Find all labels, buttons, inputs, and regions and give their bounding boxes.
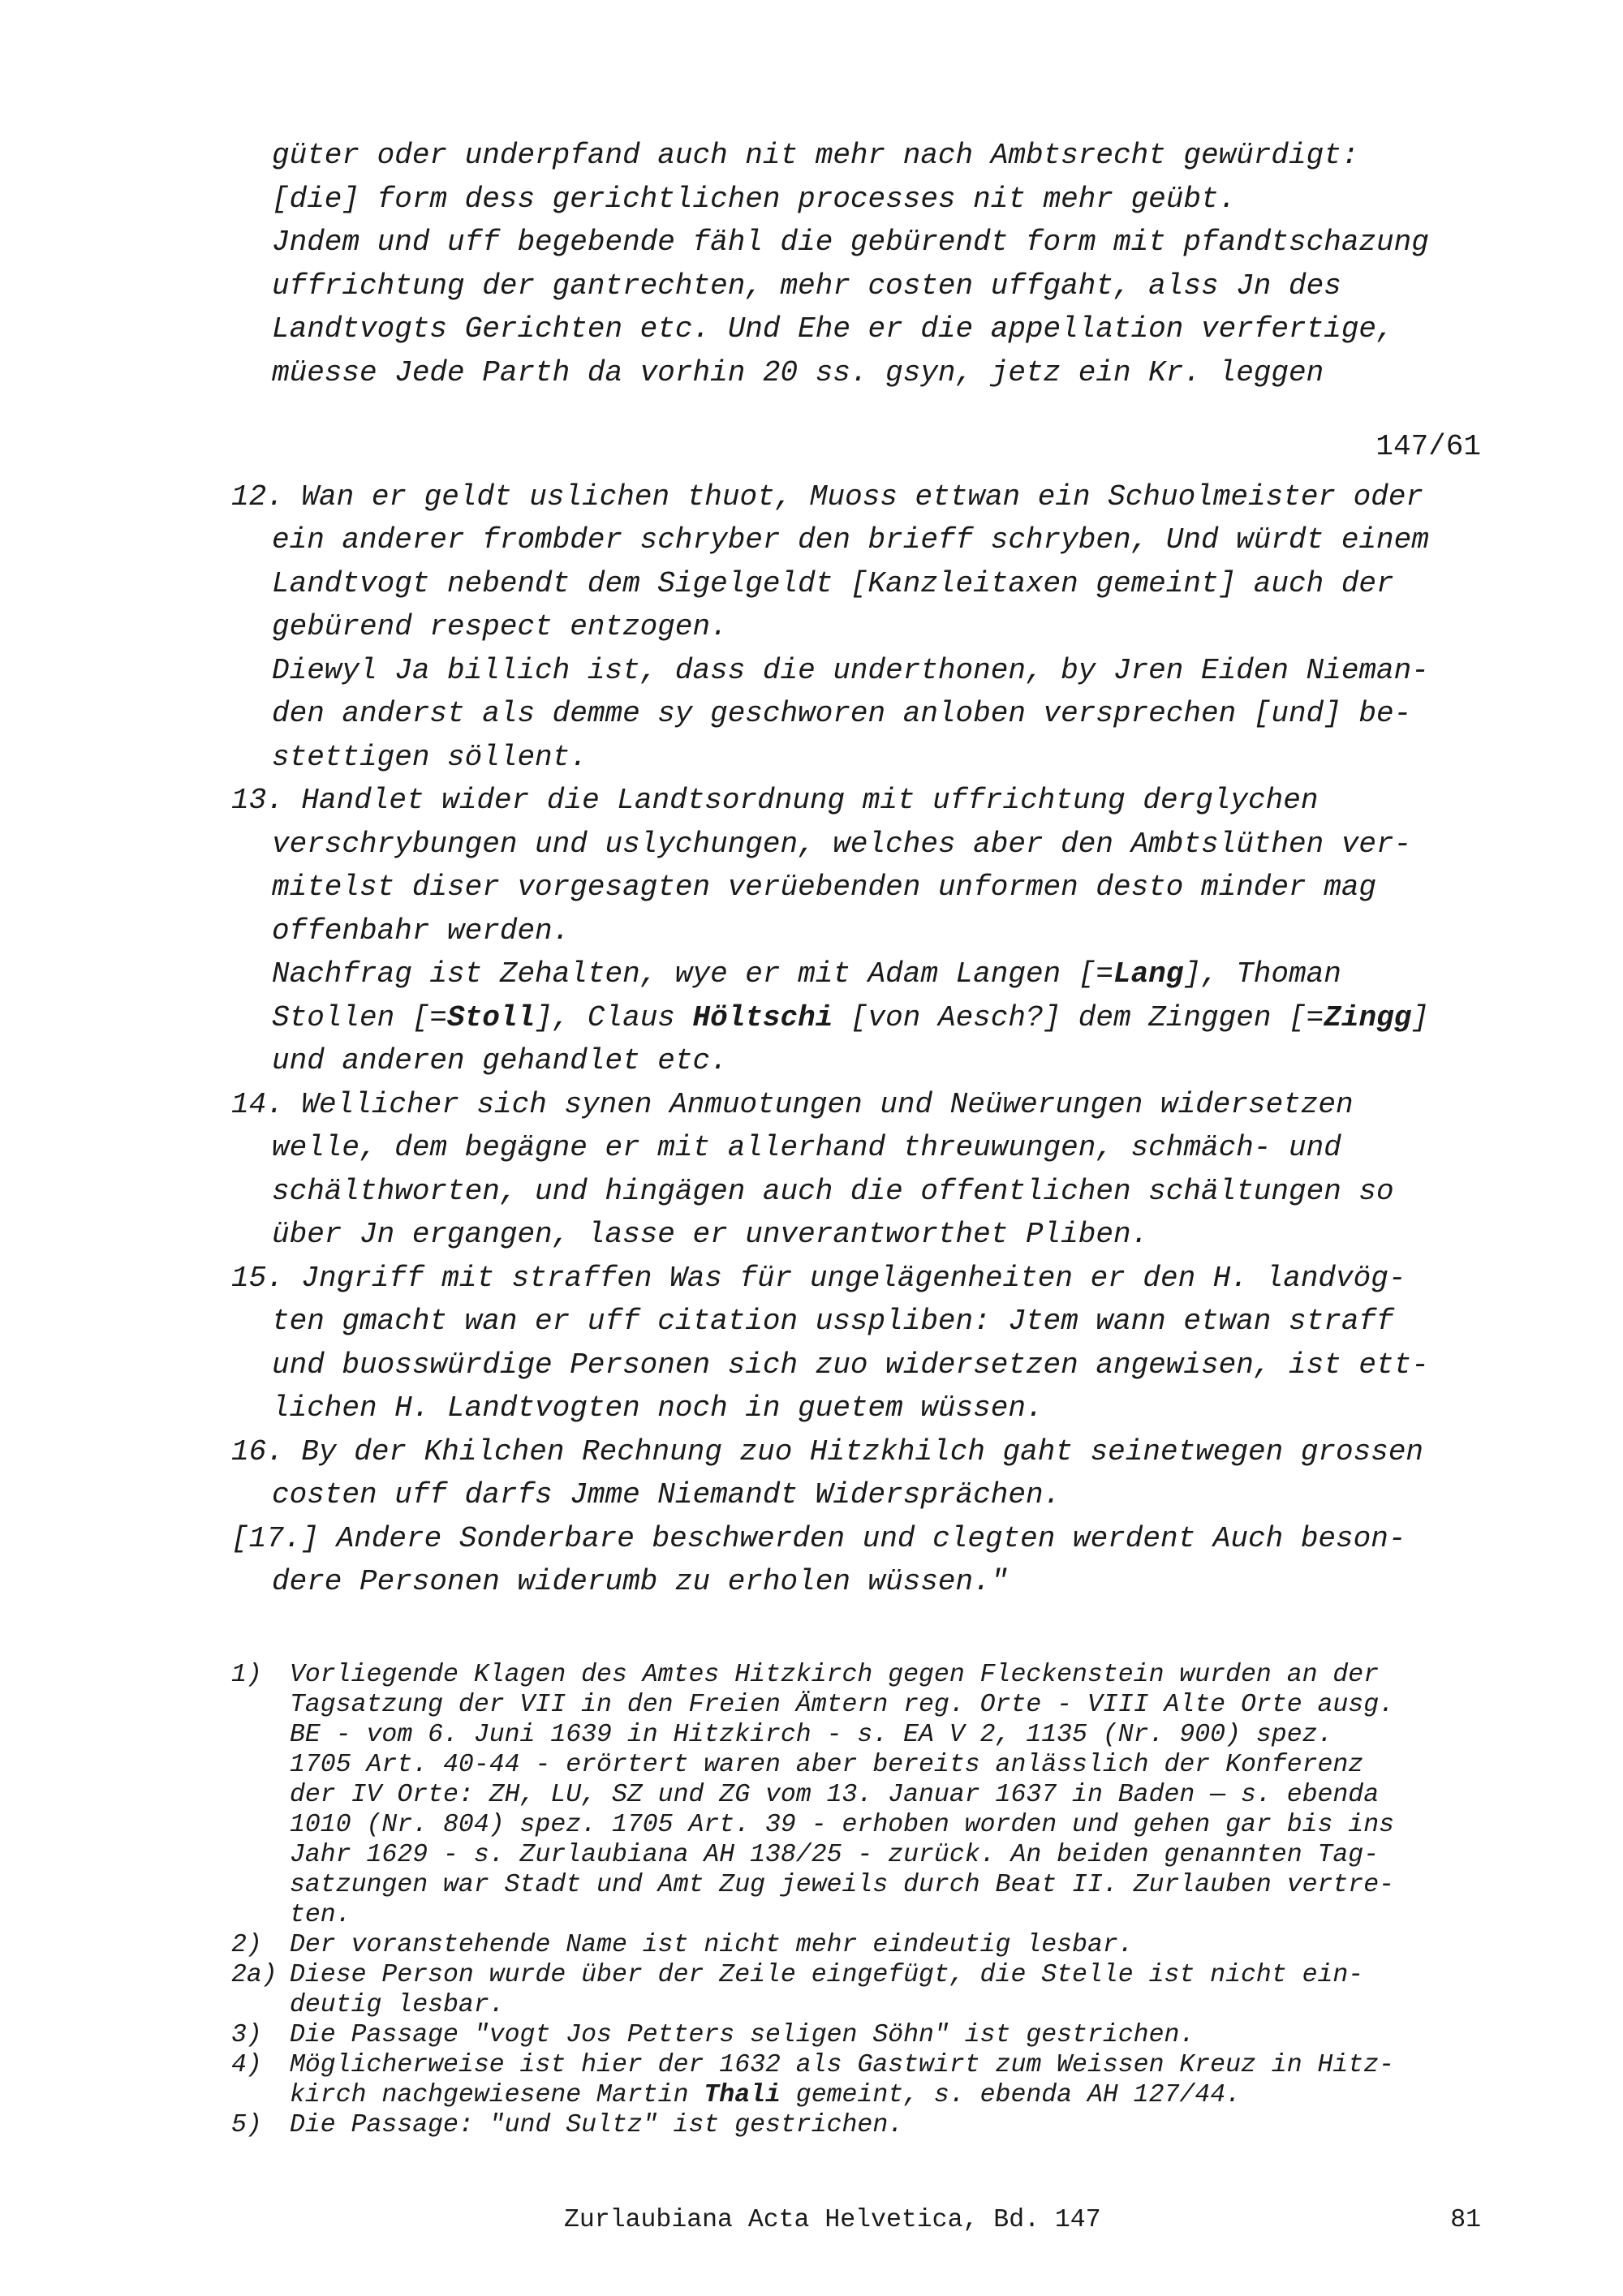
footnote-number: 1) bbox=[231, 1661, 262, 1689]
footnote-line: Diese Person wurde über der Zeile eingefügt, die Stelle ist nicht ein- bbox=[290, 1961, 1364, 1989]
footnote-3 bbox=[231, 2020, 1497, 2050]
list-item-14 bbox=[231, 1083, 1481, 1257]
footnote-2 bbox=[231, 1930, 1497, 1960]
intro-paragraph bbox=[231, 134, 1481, 394]
footnote-line: Jahr 1629 - s. Zurlaubiana AH 138/25 - zurück. An beiden genannten Tag- bbox=[290, 1841, 1380, 1869]
text-span: Nachfrag ist Zehalten, wye er mit Adam Langen [= bbox=[272, 957, 1113, 991]
item-line: und buosswürdige Personen sich zuo widersetzen angewisen, ist ett- bbox=[272, 1348, 1429, 1382]
item-line: lichen H. Landtvogten noch in guetem wüssen. bbox=[272, 1391, 1044, 1425]
item-line: schälthworten, und hingägen auch die offentlichen schältungen so bbox=[272, 1174, 1394, 1208]
footnote-line: Vorliegende Klagen des Amtes Hitzkirch gegen Fleckenstein wurden an der bbox=[290, 1661, 1380, 1689]
item-line: und anderen gehandlet etc. bbox=[272, 1044, 728, 1077]
intro-line: müesse Jede Parth da vorhin 20 ss. gsyn, jetz ein Kr. leggen bbox=[272, 355, 1324, 389]
item-line: verschrybungen und uslychungen, welches aber den Ambtslüthen ver- bbox=[272, 827, 1412, 861]
intro-line: Landtvogts Gerichten etc. Und Ehe er die appellation verfertige, bbox=[272, 312, 1394, 346]
footnote-line: 1705 Art. 40-44 - erörtert waren aber bereits anlässlich der Konferenz bbox=[290, 1751, 1364, 1779]
main-text bbox=[231, 134, 1481, 1604]
intro-line: güter oder underpfand auch nit mehr nach Ambtsrecht gewürdigt: bbox=[272, 139, 1359, 172]
name-thali: Thali bbox=[704, 2081, 781, 2109]
item-line bbox=[231, 996, 1481, 1040]
item-line: [17.] Andere Sonderbare beschwerden und clegten werdent Auch beson- bbox=[231, 1521, 1406, 1555]
footnote-line: der IV Orte: ZH, LU, SZ und ZG vom 13. Januar 1637 in Baden — s. ebenda bbox=[290, 1781, 1380, 1809]
item-line: ein anderer frombder schryber den brieff schryben, Und würdt einem bbox=[272, 523, 1429, 557]
item-line: 16. By der Khilchen Rechnung zuo Hitzkhilch gaht seinetwegen grossen bbox=[231, 1434, 1424, 1468]
page-reference: 147/61 bbox=[1375, 430, 1481, 463]
item-line: über Jn ergangen, lasse er unverantworthet Pliben. bbox=[272, 1218, 1149, 1251]
footnote-line: Die Passage: "und Sultz" ist gestrichen. bbox=[290, 2111, 904, 2139]
footnote-number: 3) bbox=[231, 2021, 262, 2049]
footnote-line: Der voranstehende Name ist nicht mehr eindeutig lesbar. bbox=[290, 1931, 1134, 1959]
footnote-number: 5) bbox=[231, 2111, 262, 2139]
footnote-2a bbox=[231, 1960, 1497, 2020]
item-line: costen uff darfs Jmme Niemandt Widersprächen. bbox=[272, 1478, 1061, 1511]
list-item-15 bbox=[231, 1257, 1481, 1430]
list-item-13 bbox=[231, 779, 1481, 1083]
text-span: [von Aesch?] dem Zinggen [= bbox=[833, 1000, 1324, 1034]
footnote-body bbox=[290, 2020, 1497, 2050]
name-stoll: Stoll bbox=[447, 1000, 536, 1034]
footnote-number: 4) bbox=[231, 2051, 262, 2079]
item-line: mitelst diser vorgesagten verüebenden unformen desto minder mag bbox=[272, 871, 1377, 904]
list-item-16 bbox=[231, 1430, 1481, 1517]
name-zingg: Zingg bbox=[1324, 1000, 1412, 1034]
item-line: den anderst als demme sy geschworen anloben versprechen [und] be- bbox=[272, 697, 1412, 730]
item-line: 15. Jngriff mit straffen Was für ungelägenheiten er den H. landvög- bbox=[231, 1261, 1406, 1295]
intro-line: Jndem und uff begebende fähl die gebürendt form mit pfandtschazung bbox=[272, 226, 1429, 259]
intro-line: uffrichtung der gantrechten, mehr costen uffgaht, alss Jn des bbox=[272, 269, 1341, 303]
page-number: 81 bbox=[1450, 2206, 1481, 2234]
footnote-line: BE - vom 6. Juni 1639 in Hitzkirch - s. EA V 2, 1135 (Nr. 900) spez. bbox=[290, 1721, 1333, 1749]
item-line: Diewyl Ja billich ist, dass die underthonen, by Jren Eiden Nieman- bbox=[272, 653, 1429, 687]
item-line: stettigen söllent. bbox=[272, 740, 588, 774]
footnote-body bbox=[290, 2050, 1497, 2110]
footnote-line: Die Passage "vogt Jos Petters seligen Söhn" ist gestrichen. bbox=[290, 2021, 1195, 2049]
list-item-17 bbox=[231, 1517, 1481, 1604]
footnote-body bbox=[290, 2110, 1497, 2140]
footnote-number: 2) bbox=[231, 1931, 262, 1959]
footnote-line: Möglicherweise ist hier der 1632 als Gastwirt zum Weissen Kreuz in Hitz- bbox=[290, 2051, 1395, 2079]
footnote-line: ten. bbox=[290, 1901, 351, 1929]
footnote-5 bbox=[231, 2110, 1497, 2140]
item-line: ten gmacht wan er uff citation usspliben: Jtem wann etwan straff bbox=[272, 1305, 1394, 1338]
footnote-line: Tagsatzung der VII in den Freien Ämtern reg. Orte - VIII Alte Orte ausg. bbox=[290, 1691, 1395, 1719]
footnote-line: deutig lesbar. bbox=[290, 1991, 505, 2019]
item-line: 14. Wellicher sich synen Anmuotungen und Neüwerungen widersetzen bbox=[231, 1087, 1354, 1121]
item-line: 13. Handlet wider die Landtsordnung mit uffrichtung derglychen bbox=[231, 784, 1319, 817]
text-span: Stollen [= bbox=[272, 1000, 448, 1034]
footnote-1 bbox=[231, 1660, 1497, 1930]
intro-line: [die] form dess gerichtlichen processes nit mehr geübt. bbox=[272, 182, 1237, 216]
list-item-12 bbox=[231, 475, 1481, 780]
item-line: Landtvogt nebendt dem Sigelgeldt [Kanzleitaxen gemeint] auch der bbox=[272, 566, 1394, 600]
footnote-body bbox=[290, 1930, 1497, 1960]
footnote-4 bbox=[231, 2050, 1497, 2110]
footer-title: Zurlaubiana Acta Helvetica, Bd. 147 bbox=[564, 2206, 1101, 2234]
footnote-line bbox=[290, 2080, 1497, 2110]
name-hoeltschi: Höltschi bbox=[692, 1000, 833, 1034]
text-span: kirch nachgewiesene Martin bbox=[290, 2081, 704, 2109]
item-line: gebürend respect entzogen. bbox=[272, 610, 728, 643]
item-line: welle, dem begägne er mit allerhand threuwungen, schmäch- und bbox=[272, 1131, 1341, 1164]
item-line: dere Personen widerumb zu erholen wüssen." bbox=[272, 1565, 1009, 1598]
footnotes bbox=[231, 1660, 1497, 2140]
item-line: 12. Wan er geldt uslichen thuot, Muoss ettwan ein Schuolmeister oder bbox=[231, 479, 1424, 514]
text-span: ], Claus bbox=[535, 1000, 693, 1034]
footnote-body bbox=[290, 1660, 1497, 1930]
text-span: gemeint, s. ebenda AH 127/44. bbox=[780, 2081, 1241, 2109]
footnote-body bbox=[290, 1960, 1497, 2020]
item-line: offenbahr werden. bbox=[272, 914, 570, 948]
footnote-line: 1010 (Nr. 804) spez. 1705 Art. 39 - erhoben worden und gehen gar bis ins bbox=[290, 1811, 1395, 1839]
footnote-line: satzungen war Stadt und Amt Zug jeweils durch Beat II. Zurlauben vertre- bbox=[290, 1871, 1395, 1899]
name-lang: Lang bbox=[1113, 957, 1184, 991]
text-span: ] bbox=[1411, 1000, 1429, 1034]
footnote-number: 2a) bbox=[231, 1961, 278, 1989]
text-span: ], Thoman bbox=[1183, 957, 1341, 991]
item-line bbox=[231, 952, 1481, 996]
